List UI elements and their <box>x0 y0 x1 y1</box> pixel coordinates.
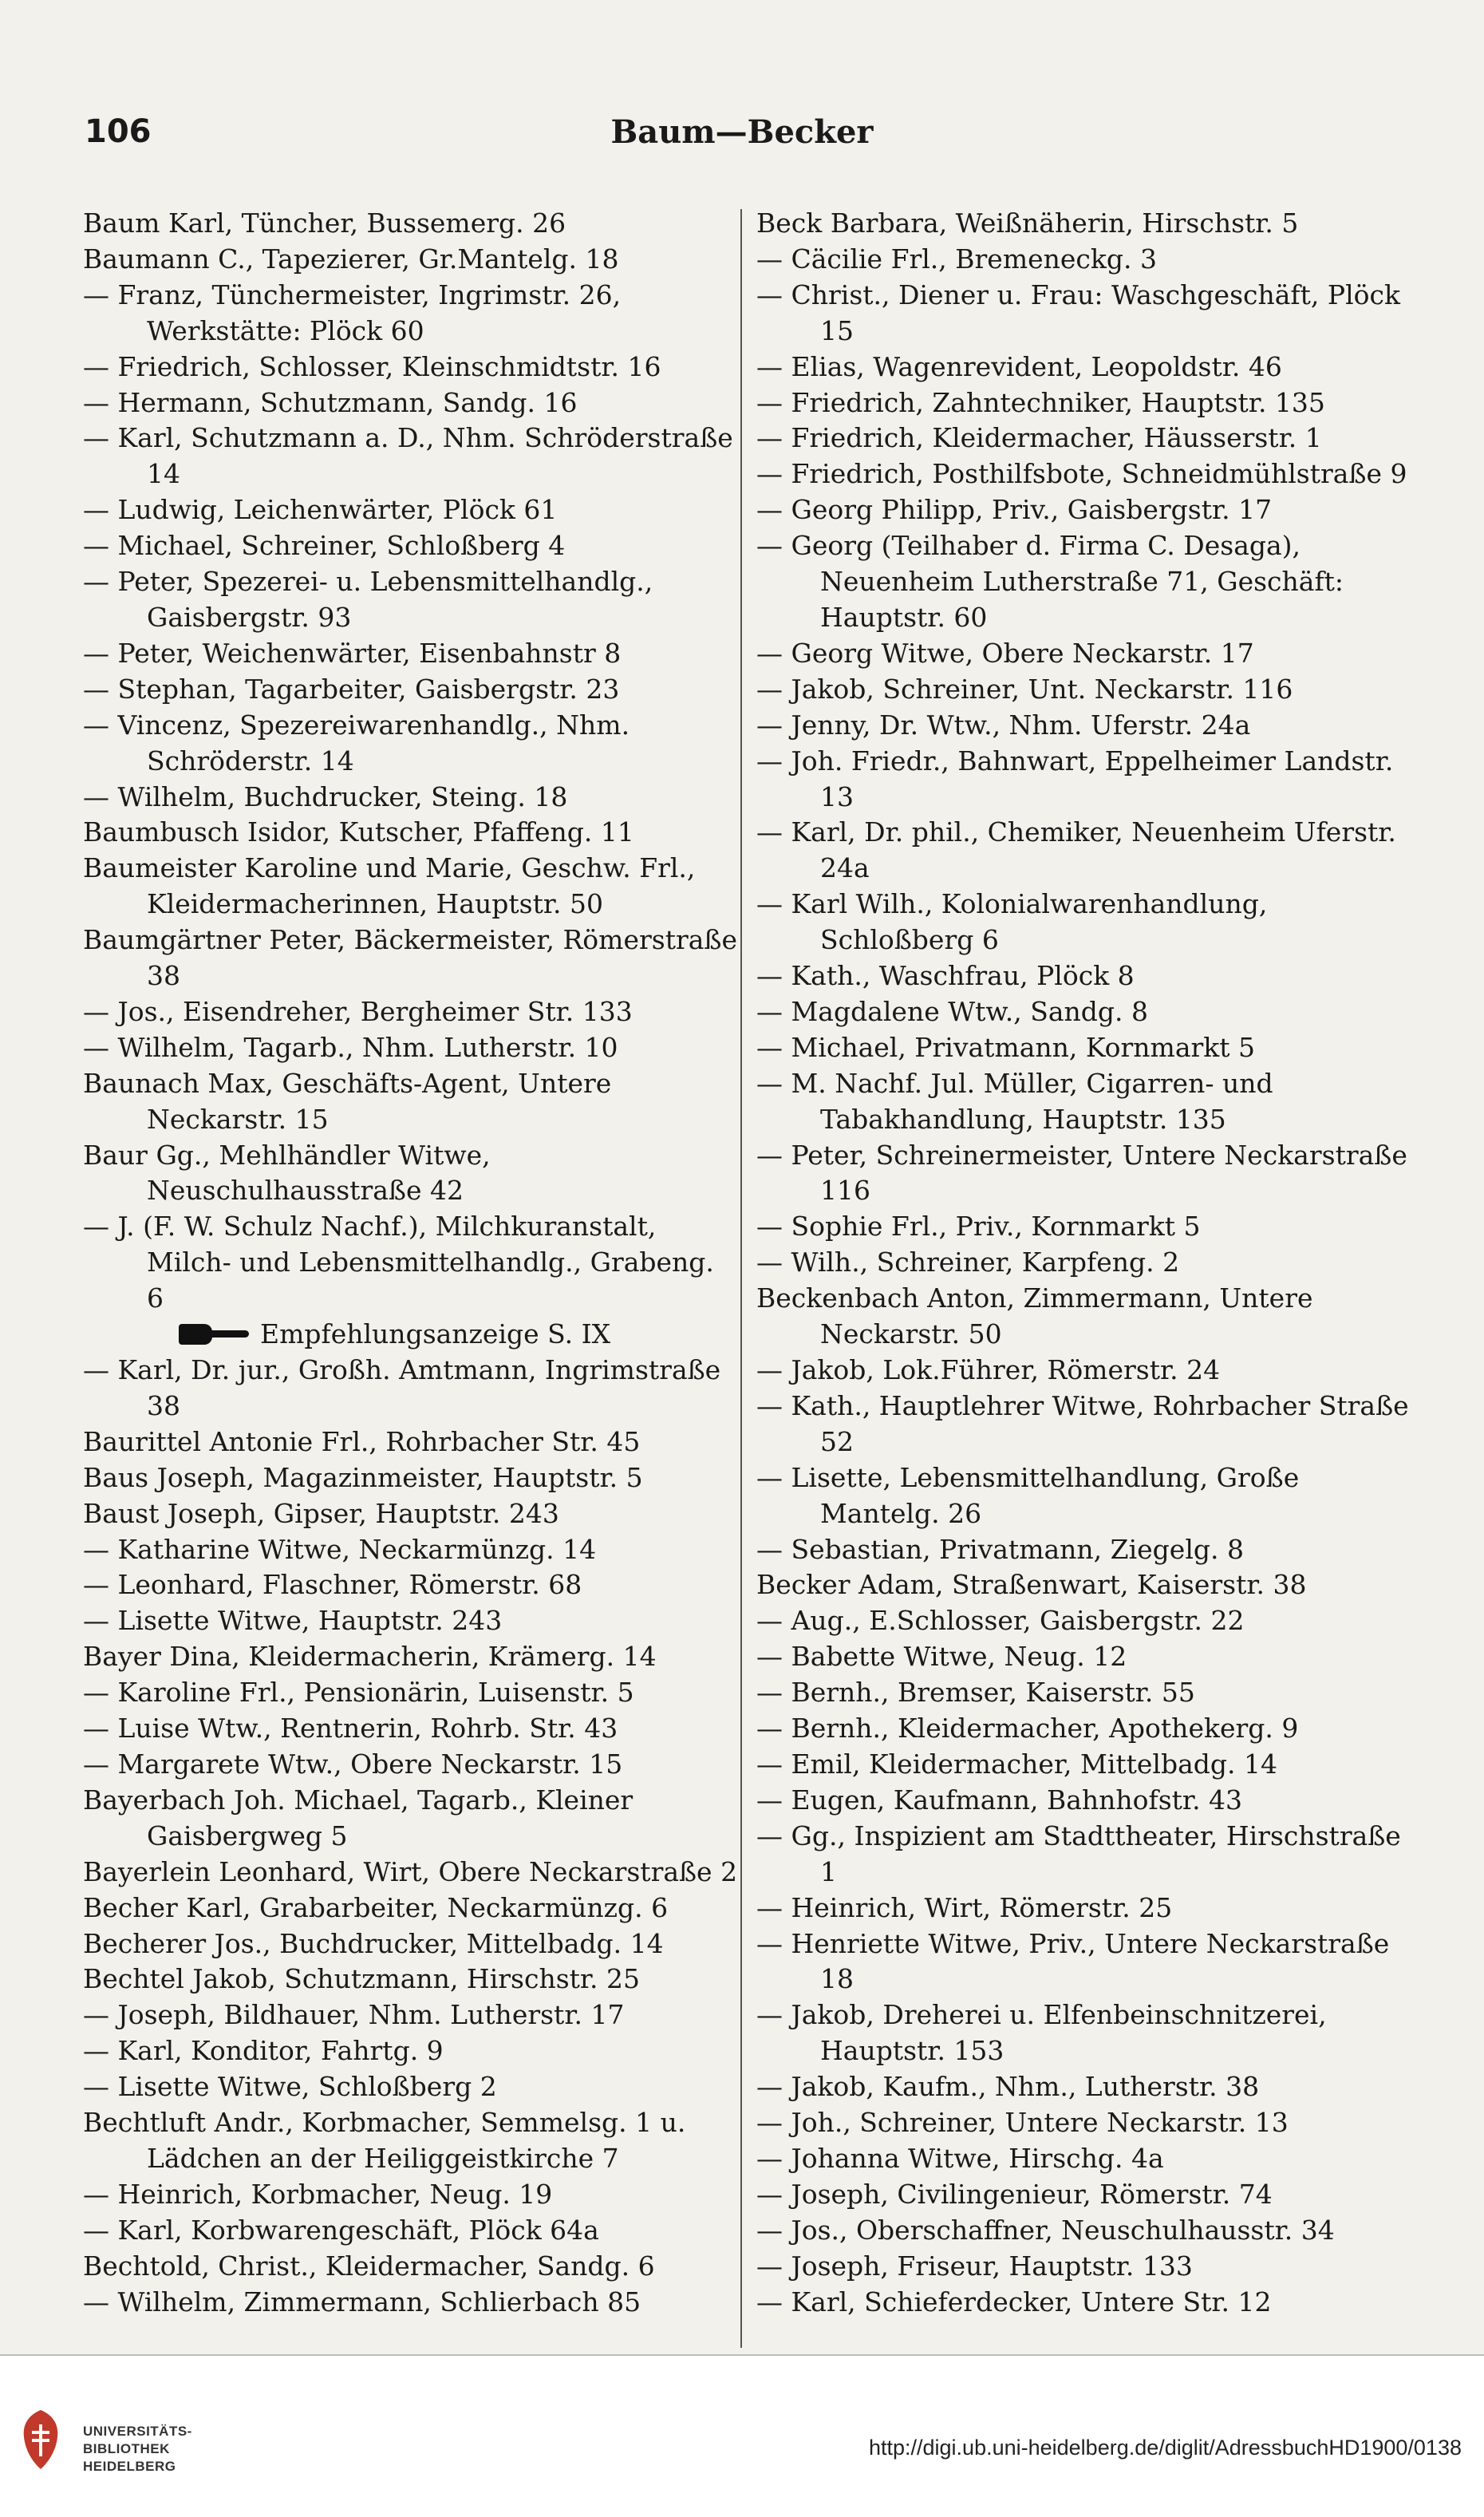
page-number: 106 <box>85 113 152 150</box>
directory-entry: — Cäcilie Frl., Bremeneckg. 3 <box>756 243 1158 275</box>
directory-entry: Bayerlein Leonhard, Wirt, Obere Neckarstraße 2 <box>83 1855 738 1887</box>
directory-entry: Baum Karl, Tüncher, Bussemerg. 26 <box>83 207 566 239</box>
directory-entry: — Lisette, Lebensmittelhandlung, Große Mantelg. 26 <box>756 1461 1300 1529</box>
directory-entry: Baur Gg., Mehlhändler Witwe, Neuschulhausstraße 42 <box>83 1139 491 1207</box>
directory-entry: Baurittel Antonie Frl., Rohrbacher Str. 45 <box>83 1425 641 1457</box>
directory-entry: Baust Joseph, Gipser, Hauptstr. 243 <box>83 1497 559 1529</box>
directory-entry: — Jenny, Dr. Wtw., Nhm. Uferstr. 24a <box>756 709 1251 741</box>
directory-entry: — Karl, Schutzmann a. D., Nhm. Schröderstraße 14 <box>83 422 733 490</box>
directory-entry: — Jos., Oberschaffner, Neuschulhausstr. 34 <box>756 2214 1335 2246</box>
digitization-footer <box>0 2354 1484 2517</box>
directory-entry: Bayerbach Joh. Michael, Tagarb., Kleiner Gaisbergweg 5 <box>83 1784 633 1851</box>
directory-entry: — Heinrich, Wirt, Römerstr. 25 <box>756 1891 1173 1923</box>
directory-entry: Bechtold, Christ., Kleidermacher, Sandg. 6 <box>83 2250 655 2282</box>
directory-entry: — Wilhelm, Tagarb., Nhm. Lutherstr. 10 <box>83 1031 618 1063</box>
directory-entry: — Heinrich, Korbmacher, Neug. 19 <box>83 2178 553 2210</box>
pointing-hand-icon <box>179 1324 249 1345</box>
directory-entry: — Wilhelm, Buchdrucker, Steing. 18 <box>83 780 568 812</box>
directory-entry: — Friedrich, Posthilfsbote, Schneidmühlstraße 9 <box>756 458 1407 490</box>
directory-entry: Bechtluft Andr., Korbmacher, Semmelsg. 1 u. Lädchen an der Heiliggeistkirche 7 <box>83 2107 686 2174</box>
directory-entry: Baunach Max, Geschäfts-Agent, Untere Neckarstr. 15 <box>83 1067 612 1135</box>
directory-entry: Beck Barbara, Weißnäherin, Hirschstr. 5 <box>756 207 1299 239</box>
directory-entry: Baumeister Karoline und Marie, Geschw. Frl., Kleidermacherinnen, Hauptstr. 50 <box>83 852 696 920</box>
directory-entry: — Georg (Teilhaber d. Firma C. Desaga), Neuenheim Lutherstraße 71, Geschäft: Hauptstr. 60 <box>756 530 1344 633</box>
running-head: Baum—Becker <box>610 113 874 151</box>
directory-entry: — Jakob, Lok.Führer, Römerstr. 24 <box>756 1354 1221 1385</box>
directory-entry: — Friedrich, Zahntechniker, Hauptstr. 135 <box>756 386 1325 418</box>
page-header <box>85 113 1399 153</box>
directory-entry: Becker Adam, Straßenwart, Kaiserstr. 38 <box>756 1569 1307 1601</box>
directory-entry: — Christ., Diener u. Frau: Waschgeschäft, Plöck 15 <box>756 279 1400 346</box>
directory-entry: Baus Joseph, Magazinmeister, Hauptstr. 5 <box>83 1461 643 1493</box>
directory-entry: — Wilh., Schreiner, Karpfeng. 2 <box>756 1247 1180 1278</box>
directory-entry: — Michael, Schreiner, Schloßberg 4 <box>83 530 566 562</box>
directory-entry: — Lisette Witwe, Schloßberg 2 <box>83 2071 497 2103</box>
directory-entry: — M. Nachf. Jul. Müller, Cigarren- und Tabakhandlung, Hauptstr. 135 <box>756 1067 1273 1135</box>
directory-entry: Baumbusch Isidor, Kutscher, Pfaffeng. 11 <box>83 816 634 848</box>
directory-entry: — Aug., E.Schlosser, Gaisbergstr. 22 <box>756 1605 1245 1637</box>
directory-entry: — Sophie Frl., Priv., Kornmarkt 5 <box>756 1211 1201 1243</box>
source-url-link[interactable]: http://digi.ub.uni-heidelberg.de/diglit/AdressbuchHD1900/0138 <box>868 2436 1462 2460</box>
directory-entry: — Leonhard, Flaschner, Römerstr. 68 <box>83 1569 582 1601</box>
directory-entry: — Ludwig, Leichenwärter, Plöck 61 <box>83 494 558 526</box>
directory-entry: Bechtel Jakob, Schutzmann, Hirschstr. 25 <box>83 1963 641 1995</box>
directory-entry: — Lisette Witwe, Hauptstr. 243 <box>83 1605 503 1637</box>
directory-entry: — Bernh., Kleidermacher, Apothekerg. 9 <box>756 1713 1299 1745</box>
directory-entry: — Babette Witwe, Neug. 12 <box>756 1641 1127 1673</box>
directory-entry: — Joh. Friedr., Bahnwart, Eppelheimer Landstr. 13 <box>756 745 1394 812</box>
directory-entry: — J. (F. W. Schulz Nachf.), Milchkuranstalt, Milch- und Lebensmittelhandlg., Grabeng. 6 <box>83 1211 714 1314</box>
directory-entry: — Joseph, Civilingenieur, Römerstr. 74 <box>756 2178 1273 2210</box>
directory-entry: — Elias, Wagenrevident, Leopoldstr. 46 <box>756 350 1282 382</box>
directory-entry: — Henriette Witwe, Priv., Untere Neckarstraße 18 <box>756 1927 1390 1995</box>
directory-entry: — Friedrich, Schlosser, Kleinschmidtstr. 16 <box>83 350 661 382</box>
directory-entry: — Karl, Korbwarengeschäft, Plöck 64a <box>83 2214 599 2246</box>
directory-entry: — Karl Wilh., Kolonialwarenhandlung, Schloßberg 6 <box>756 888 1268 956</box>
directory-entry: — Jakob, Schreiner, Unt. Neckarstr. 116 <box>756 673 1293 705</box>
directory-entry: — Margarete Wtw., Obere Neckarstr. 15 <box>83 1748 623 1780</box>
directory-entry: Baumann C., Tapezierer, Gr.Mantelg. 18 <box>83 243 619 275</box>
directory-entry: — Katharine Witwe, Neckarmünzg. 14 <box>83 1533 597 1565</box>
directory-entry: — Peter, Weichenwärter, Eisenbahnstr 8 <box>83 637 622 669</box>
directory-entry: — Georg Witwe, Obere Neckarstr. 17 <box>756 637 1254 669</box>
directory-entry: — Stephan, Tagarbeiter, Gaisbergstr. 23 <box>83 673 620 705</box>
directory-entry: — Michael, Privatmann, Kornmarkt 5 <box>756 1031 1256 1063</box>
directory-entry: — Karl, Dr. jur., Großh. Amtmann, Ingrimstraße 38 <box>83 1354 721 1421</box>
advertisement-text: Empfehlungsanzeige S. IX <box>260 1318 611 1350</box>
directory-entry: — Gg., Inspizient am Stadttheater, Hirschstraße 1 <box>756 1820 1401 1887</box>
directory-entry: — Peter, Schreinermeister, Untere Neckarstraße 116 <box>756 1139 1407 1207</box>
directory-entry: — Franz, Tünchermeister, Ingrimstr. 26, Werkstätte: Plöck 60 <box>83 279 622 346</box>
directory-entry: — Peter, Spezerei- u. Lebensmittelhandlg., Gaisbergstr. 93 <box>83 566 653 633</box>
directory-entry: — Emil, Kleidermacher, Mittelbadg. 14 <box>756 1748 1278 1780</box>
library-name-line: UNIVERSITÄTS- <box>83 2424 192 2439</box>
library-name-line: BIBLIOTHEK <box>83 2441 170 2456</box>
directory-entry: — Karl, Schieferdecker, Untere Str. 12 <box>756 2286 1272 2317</box>
right-column <box>756 206 1412 2320</box>
directory-entry: — Jakob, Dreherei u. Elfenbeinschnitzerei, Hauptstr. 153 <box>756 1999 1327 2067</box>
directory-entry: — Eugen, Kaufmann, Bahnhofstr. 43 <box>756 1784 1243 1816</box>
column-divider <box>740 209 742 2348</box>
directory-entry: — Karl, Dr. phil., Chemiker, Neuenheim Uferstr. 24a <box>756 816 1396 884</box>
directory-entry: — Vincenz, Spezereiwarenhandlg., Nhm. Schröderstr. 14 <box>83 709 630 776</box>
directory-entry: — Hermann, Schutzmann, Sandg. 16 <box>83 386 578 418</box>
directory-entry: Becher Karl, Grabarbeiter, Neckarmünzg. 6 <box>83 1891 669 1923</box>
directory-entry: — Magdalene Wtw., Sandg. 8 <box>756 995 1148 1027</box>
directory-entry: — Karl, Konditor, Fahrtg. 9 <box>83 2035 444 2067</box>
library-name <box>83 2423 192 2476</box>
directory-entry: — Luise Wtw., Rentnerin, Rohrb. Str. 43 <box>83 1713 618 1745</box>
directory-entry: — Bernh., Bremser, Kaiserstr. 55 <box>756 1677 1195 1709</box>
directory-entry: — Sebastian, Privatmann, Ziegelg. 8 <box>756 1533 1244 1565</box>
directory-entry: — Georg Philipp, Priv., Gaisbergstr. 17 <box>756 494 1273 526</box>
directory-entry: — Joh., Schreiner, Untere Neckarstr. 13 <box>756 2107 1289 2139</box>
directory-entry: — Jakob, Kaufm., Nhm., Lutherstr. 38 <box>756 2071 1260 2103</box>
directory-entry: Baumgärtner Peter, Bäckermeister, Römerstraße 38 <box>83 924 737 992</box>
directory-entry: — Joseph, Bildhauer, Nhm. Lutherstr. 17 <box>83 1999 625 2031</box>
directory-entry: — Jos., Eisendreher, Bergheimer Str. 133 <box>83 995 633 1027</box>
directory-entry: — Friedrich, Kleidermacher, Häusserstr. 1 <box>756 422 1322 454</box>
directory-entry: Becherer Jos., Buchdrucker, Mittelbadg. 14 <box>83 1927 664 1959</box>
directory-entry: — Joseph, Friseur, Hauptstr. 133 <box>756 2250 1193 2282</box>
directory-entry: — Kath., Waschfrau, Plöck 8 <box>756 960 1135 992</box>
directory-entry: — Kath., Hauptlehrer Witwe, Rohrbacher Straße 52 <box>756 1389 1409 1457</box>
advertisement-reference <box>83 1317 739 1353</box>
directory-entry: — Johanna Witwe, Hirschg. 4a <box>756 2142 1164 2174</box>
directory-entry: — Karoline Frl., Pensionärin, Luisenstr. 5 <box>83 1677 634 1709</box>
directory-entry: — Wilhelm, Zimmermann, Schlierbach 85 <box>83 2286 641 2317</box>
university-library-logo-icon <box>19 2408 62 2471</box>
directory-entry: Bayer Dina, Kleidermacherin, Krämerg. 14 <box>83 1641 657 1673</box>
directory-entry: Beckenbach Anton, Zimmermann, Untere Neckarstr. 50 <box>756 1282 1313 1350</box>
library-name-line: HEIDELBERG <box>83 2459 176 2474</box>
left-column <box>83 206 739 2320</box>
